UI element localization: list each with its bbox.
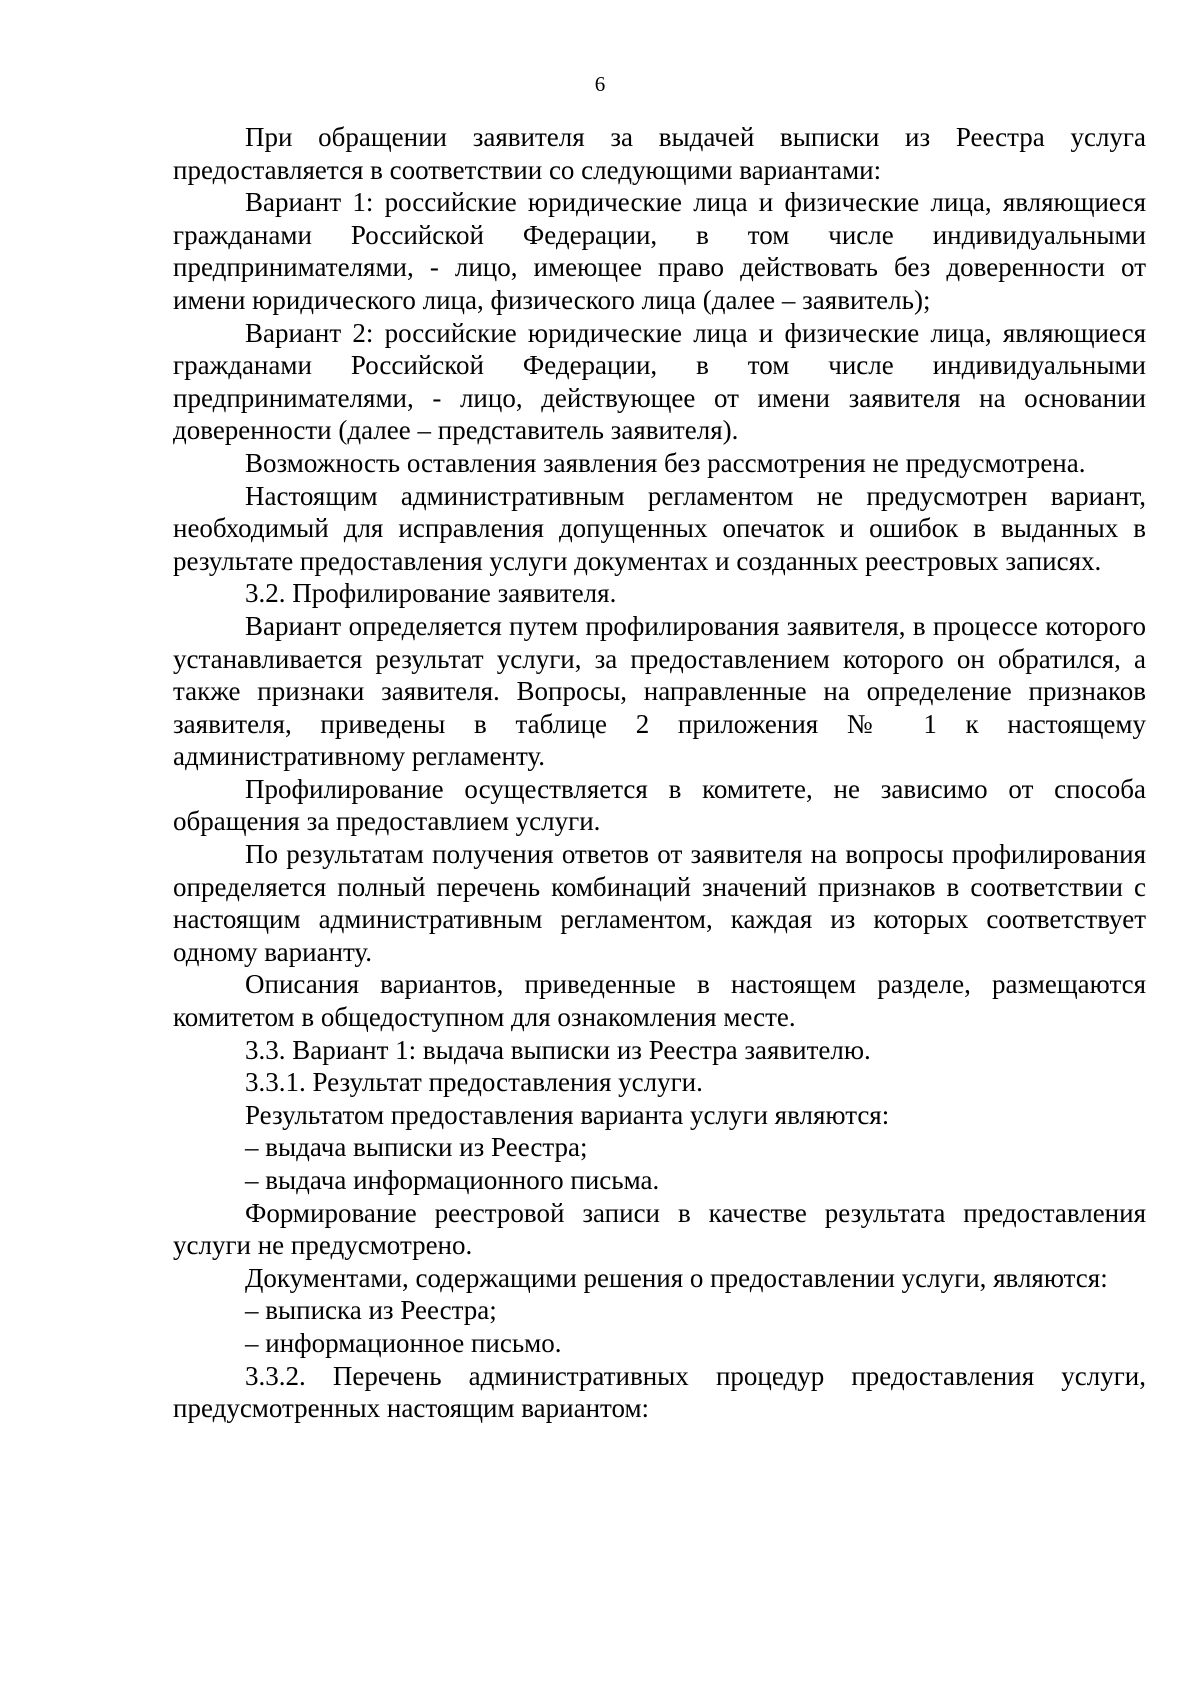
paragraph: Вариант 1: российские юридические лица и физические лица, являющиеся гражданами Российской Федерации, в том числе индивидуальными предпринимателями, - лицо, имеющее право действовать без доверенности от имени юридического лица, физического лица (далее – заявитель); <box>173 187 1146 315</box>
page-number: 6 <box>594 72 606 96</box>
paragraph: Описания вариантов, приведенные в настоящем разделе, размещаются комитетом в общедоступном для ознакомления месте. <box>173 969 1146 1033</box>
section-heading: 3.3. Вариант 1: выдача выписки из Реестра заявителю. <box>245 1034 871 1065</box>
list-item: – выдача информационного письма. <box>245 1165 660 1195</box>
document-body <box>173 121 1146 1425</box>
paragraph: По результатам получения ответов от заявителя на вопросы профилирования определяется полный перечень комбинаций значений признаков в соответствии с настоящим административным регламентом, каждая из которых соответствует одному варианту. <box>173 839 1146 967</box>
paragraph: Вариант определяется путем профилирования заявителя, в процессе которого устанавливается результат услуги, за предоставлением которого он обратился, а также признаки заявителя. Вопросы, направленные на определение признаков заявителя, приведены в таблице 2 приложения № 1 к настоящему административному регламенту. <box>173 610 1146 772</box>
paragraph: Возможность оставления заявления без рассмотрения не предусмотрена. <box>245 447 1086 478</box>
paragraph: Профилирование осуществляется в комитете, не зависимо от способа обращения за предоставлием услуги. <box>173 773 1146 837</box>
list-item: – выдача выписки из Реестра; <box>245 1132 588 1163</box>
paragraph: Документами, содержащими решения о предоставлении услуги, являются: <box>245 1262 1108 1293</box>
paragraph: Результатом предоставления варианта услуги являются: <box>245 1099 890 1130</box>
subsection-heading: 3.3.2. Перечень административных процедур предоставления услуги, предусмотренных настоящим вариантом: <box>173 1360 1146 1424</box>
subsection-heading: 3.3.1. Результат предоставления услуги. <box>245 1067 703 1098</box>
section-heading: 3.2. Профилирование заявителя. <box>245 578 617 609</box>
paragraph: Настоящим административным регламентом не предусмотрен вариант, необходимый для исправления допущенных опечаток и ошибок в выданных в результате предоставления услуги документах и созданных реестровых записях. <box>173 480 1146 576</box>
paragraph: При обращении заявителя за выдачей выписки из Реестра услуга предоставляется в соответствии со следующими вариантами: <box>173 122 1146 185</box>
paragraph: Вариант 2: российские юридические лица и физические лица, являющиеся гражданами Российской Федерации, в том числе индивидуальными предпринимателями, - лицо, действующее от имени заявителя на основании доверенности (далее – представитель заявителя). <box>173 317 1146 446</box>
list-item: – информационное письмо. <box>245 1327 562 1358</box>
list-item: – выписка из Реестра; <box>245 1295 497 1326</box>
paragraph: Формирование реестровой записи в качестве результата предоставления услуги не предусмотрено. <box>173 1197 1146 1261</box>
